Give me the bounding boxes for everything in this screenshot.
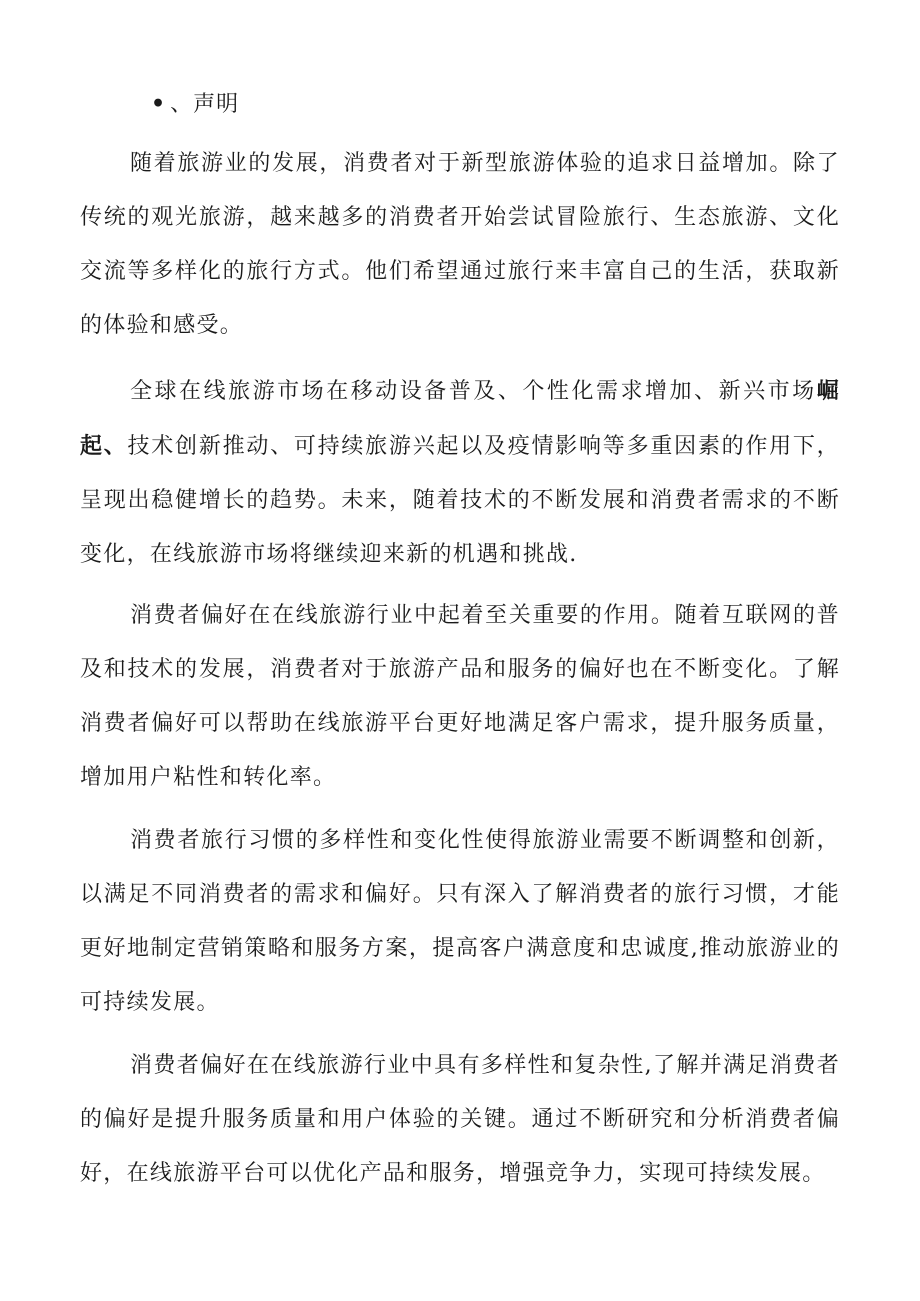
paragraph-travel-habits: 消费者旅行习惯的多样性和变化性使得旅游业需要不断调整和创新，以满足不同消费者的需求和偏好。只有深入了解消费者的旅行习惯，才能更好地制定营销策略和服务方案，提高客户满意度和忠诚度,推动旅游业的可持续发展。 <box>80 828 840 1015</box>
bullet-icon: • <box>151 91 167 117</box>
paragraph-preference-diversity: 消费者偏好在在线旅游行业中具有多样性和复杂性,了解并满足消费者的偏好是提升服务质量和用户体验的关键。通过不断研究和分析消费者偏好，在线旅游平台可以优化产品和服务，增强竞争力，实现可持续发展。 <box>80 1053 840 1186</box>
section-heading-text: 、声明 <box>170 92 240 117</box>
paragraph-text-after: 技术创新推动、可持续旅游兴起以及疫情影响等多重因素的作用下，呈现出稳健增长的趋势。未来，随着技术的不断发展和消费者需求的不断变化，在线旅游市场将继续迎来新的机遇和挑战. <box>80 434 840 567</box>
paragraph-market-growth <box>80 364 840 582</box>
paragraph-text-before: 全球在线旅游市场在移动设备普及、个性化需求增加、新兴市场 <box>130 379 817 404</box>
section-heading <box>151 86 239 123</box>
paragraph-travel-experience: 随着旅游业的发展，消费者对于新型旅游体验的追求日益增加。除了传统的观光旅游，越来越多的消费者开始尝试冒险旅行、生态旅游、文化交流等多样化的旅行方式。他们希望通过旅行来丰富自己的生活，获取新的体验和感受。 <box>80 151 840 338</box>
paragraph-consumer-preference: 消费者偏好在在线旅游行业中起着至关重要的作用。随着互联网的普及和技术的发展，消费者对于旅游产品和服务的偏好也在不断变化。了解消费者偏好可以帮助在线旅游平台更好地满足客户需求，提升服务质量，增加用户粘性和转化率。 <box>80 603 840 790</box>
paragraph-bold-text: 崛起、 <box>80 378 840 459</box>
